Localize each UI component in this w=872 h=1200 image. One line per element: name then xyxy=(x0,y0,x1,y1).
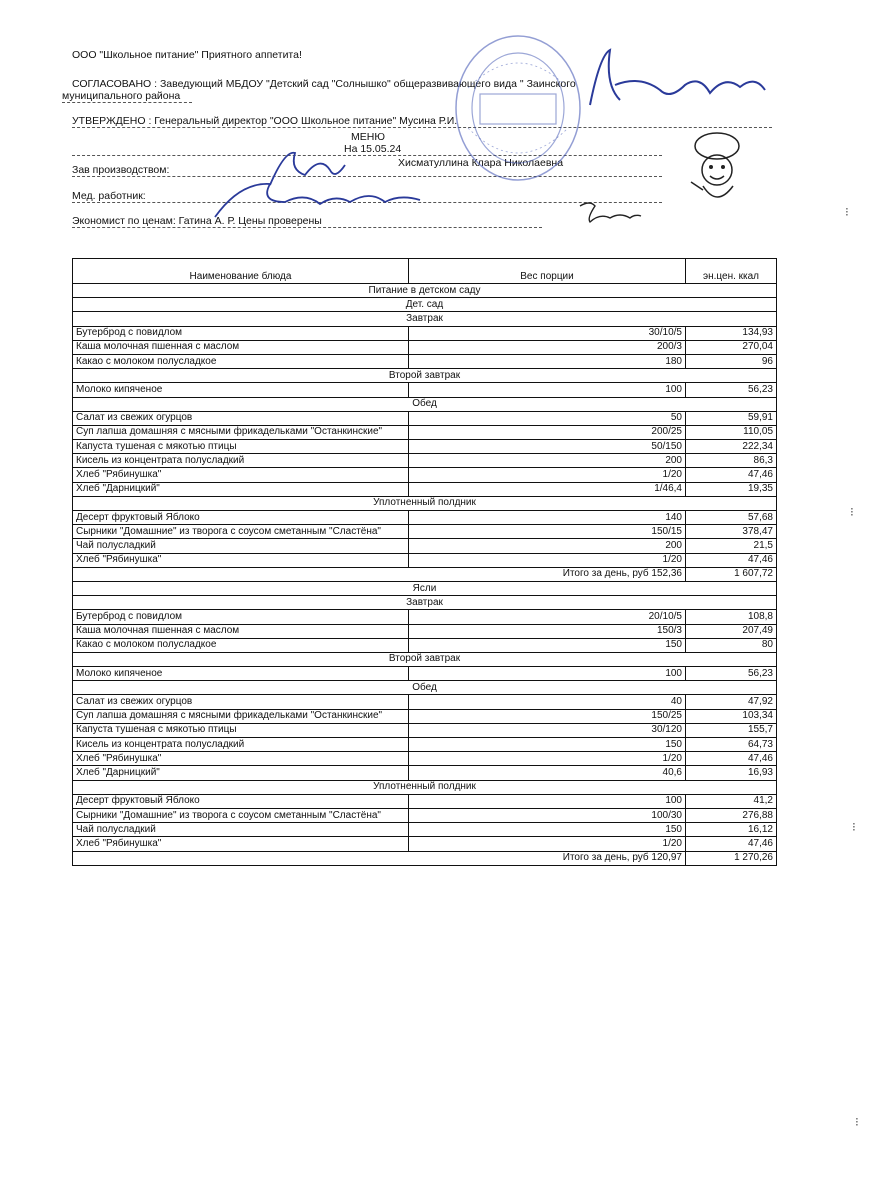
signature-economist-icon xyxy=(575,198,645,228)
table-row xyxy=(73,354,777,368)
portion-weight: 20/10/5 xyxy=(409,610,686,624)
menu-date: На 15.05.24 xyxy=(344,143,402,155)
table-row xyxy=(73,511,777,525)
portion-weight: 150/3 xyxy=(409,624,686,638)
production-label: Зав производством: xyxy=(72,164,170,176)
agreed-underline xyxy=(62,102,192,103)
kcal-value: 103,34 xyxy=(686,709,777,723)
portion-weight: 150/25 xyxy=(409,709,686,723)
kcal-value: 41,2 xyxy=(686,794,777,808)
table-row xyxy=(73,709,777,723)
column-header-weight: Вес порции xyxy=(409,259,686,284)
portion-weight: 100/30 xyxy=(409,808,686,822)
dish-name: Салат из свежих огурцов xyxy=(73,695,409,709)
table-row xyxy=(73,723,777,737)
kcal-value: 134,93 xyxy=(686,326,777,340)
table-row xyxy=(73,539,777,553)
kcal-value: 96 xyxy=(686,354,777,368)
table-row xyxy=(73,766,777,780)
dish-name: Каша молочная пшенная с маслом xyxy=(73,624,409,638)
column-header-dish: Наименование блюда xyxy=(73,259,409,284)
kcal-value: 64,73 xyxy=(686,738,777,752)
portion-weight: 100 xyxy=(409,794,686,808)
table-row xyxy=(73,823,777,837)
company-line: ООО "Школьное питание" Приятного аппетита! xyxy=(72,49,302,61)
agreed-line-1: СОГЛАСОВАНО : Заведующий МБДОУ "Детский сад "Солнышко" общеразвивающего вида " Заинского xyxy=(72,78,576,90)
dish-name: Десерт фруктовый Яблоко xyxy=(73,794,409,808)
section-title: Обед xyxy=(73,681,777,695)
portion-weight: 50 xyxy=(409,411,686,425)
dish-name: Суп лапша домашняя с мясными фрикадельками "Останкинские" xyxy=(73,709,409,723)
section-row xyxy=(73,652,777,666)
dish-name: Кисель из концентрата полусладкий xyxy=(73,738,409,752)
portion-weight: 1/20 xyxy=(409,468,686,482)
table-row xyxy=(73,738,777,752)
table-row xyxy=(73,411,777,425)
edge-mark: ⁝ xyxy=(852,820,856,834)
section-title: Второй завтрак xyxy=(73,652,777,666)
kcal-value: 155,7 xyxy=(686,723,777,737)
approved-line: УТВЕРЖДЕНО : Генеральный директор "ООО Школьное питание" Мусина Р.И. xyxy=(72,115,458,127)
table-row xyxy=(73,624,777,638)
portion-weight: 140 xyxy=(409,511,686,525)
kcal-value: 222,34 xyxy=(686,440,777,454)
section-row xyxy=(73,284,777,298)
kcal-value: 47,46 xyxy=(686,752,777,766)
table-row xyxy=(73,326,777,340)
kcal-value: 47,46 xyxy=(686,553,777,567)
section-row xyxy=(73,780,777,794)
kcal-value: 57,68 xyxy=(686,511,777,525)
dish-name: Десерт фруктовый Яблоко xyxy=(73,511,409,525)
table-row xyxy=(73,425,777,439)
table-row xyxy=(73,752,777,766)
kcal-value: 207,49 xyxy=(686,624,777,638)
table-row xyxy=(73,468,777,482)
total-kcal: 1 607,72 xyxy=(686,567,777,581)
table-row xyxy=(73,454,777,468)
table-row xyxy=(73,440,777,454)
economist-underline xyxy=(72,227,542,228)
dish-name: Салат из свежих огурцов xyxy=(73,411,409,425)
dish-name: Каша молочная пшенная с маслом xyxy=(73,340,409,354)
dish-name: Бутерброд с повидлом xyxy=(73,610,409,624)
total-label: Итого за день, руб 120,97 xyxy=(409,851,686,865)
section-title: Дет. сад xyxy=(73,298,777,312)
portion-weight: 100 xyxy=(409,667,686,681)
kcal-value: 110,05 xyxy=(686,425,777,439)
portion-weight: 30/120 xyxy=(409,723,686,737)
dish-name: Сырники "Домашние" из творога с соусом сметанным "Сластёна" xyxy=(73,808,409,822)
section-row xyxy=(73,312,777,326)
column-header-kcal: эн.цен. ккал xyxy=(686,259,777,284)
kcal-value: 270,04 xyxy=(686,340,777,354)
section-row xyxy=(73,681,777,695)
section-row xyxy=(73,496,777,510)
portion-weight: 1/20 xyxy=(409,553,686,567)
dish-name: Хлеб "Дарницкий" xyxy=(73,766,409,780)
section-title: Обед xyxy=(73,397,777,411)
edge-mark: ⁝ xyxy=(845,205,849,219)
section-row xyxy=(73,397,777,411)
dish-name: Капуста тушеная с мякотью птицы xyxy=(73,723,409,737)
portion-weight: 1/46,4 xyxy=(409,482,686,496)
portion-weight: 200 xyxy=(409,539,686,553)
signature-director-icon xyxy=(560,45,780,120)
kcal-value: 378,47 xyxy=(686,525,777,539)
total-row xyxy=(73,567,777,581)
section-title: Уплотненный полдник xyxy=(73,780,777,794)
kcal-value: 47,46 xyxy=(686,468,777,482)
kcal-value: 56,23 xyxy=(686,383,777,397)
section-row xyxy=(73,581,777,595)
economist-line: Экономист по ценам: Гатина А. Р. Цены проверены xyxy=(72,215,322,227)
portion-weight: 150/15 xyxy=(409,525,686,539)
table-row xyxy=(73,695,777,709)
portion-weight: 200 xyxy=(409,454,686,468)
total-spacer xyxy=(73,567,409,581)
table-row xyxy=(73,383,777,397)
portion-weight: 200/3 xyxy=(409,340,686,354)
portion-weight: 30/10/5 xyxy=(409,326,686,340)
dish-name: Бутерброд с повидлом xyxy=(73,326,409,340)
portion-weight: 40,6 xyxy=(409,766,686,780)
table-row xyxy=(73,340,777,354)
portion-weight: 1/20 xyxy=(409,752,686,766)
table-row xyxy=(73,794,777,808)
dish-name: Какао с молоком полусладкое xyxy=(73,638,409,652)
agreed-line-2: муниципального района xyxy=(62,90,181,102)
section-row xyxy=(73,298,777,312)
table-row xyxy=(73,525,777,539)
section-title: Второй завтрак xyxy=(73,369,777,383)
section-row xyxy=(73,369,777,383)
section-title: Ясли xyxy=(73,581,777,595)
kcal-value: 276,88 xyxy=(686,808,777,822)
edge-mark: ⁝ xyxy=(855,1115,859,1129)
portion-weight: 150 xyxy=(409,823,686,837)
dish-name: Какао с молоком полусладкое xyxy=(73,354,409,368)
portion-weight: 100 xyxy=(409,383,686,397)
dish-name: Хлеб "Рябинушка" xyxy=(73,553,409,567)
dish-name: Капуста тушеная с мякотью птицы xyxy=(73,440,409,454)
table-row xyxy=(73,638,777,652)
total-label: Итого за день, руб 152,36 xyxy=(409,567,686,581)
dish-name: Суп лапша домашняя с мясными фрикадельками "Останкинские" xyxy=(73,425,409,439)
table-row xyxy=(73,482,777,496)
kcal-value: 80 xyxy=(686,638,777,652)
signature-medic-icon xyxy=(210,172,430,227)
approved-underline xyxy=(72,127,772,128)
kcal-value: 19,35 xyxy=(686,482,777,496)
table-row xyxy=(73,553,777,567)
kcal-value: 59,91 xyxy=(686,411,777,425)
total-spacer xyxy=(73,851,409,865)
kcal-value: 21,5 xyxy=(686,539,777,553)
total-kcal: 1 270,26 xyxy=(686,851,777,865)
table-row xyxy=(73,667,777,681)
kcal-value: 47,92 xyxy=(686,695,777,709)
chef-logo-icon xyxy=(683,128,755,210)
kcal-value: 16,93 xyxy=(686,766,777,780)
kcal-value: 47,46 xyxy=(686,837,777,851)
section-title: Завтрак xyxy=(73,312,777,326)
dish-name: Чай полусладкий xyxy=(73,823,409,837)
portion-weight: 200/25 xyxy=(409,425,686,439)
dish-name: Хлеб "Рябинушка" xyxy=(73,837,409,851)
dish-name: Хлеб "Дарницкий" xyxy=(73,482,409,496)
portion-weight: 50/150 xyxy=(409,440,686,454)
kcal-value: 16,12 xyxy=(686,823,777,837)
portion-weight: 150 xyxy=(409,638,686,652)
section-title: Завтрак xyxy=(73,596,777,610)
dish-name: Чай полусладкий xyxy=(73,539,409,553)
dish-name: Хлеб "Рябинушка" xyxy=(73,468,409,482)
portion-weight: 150 xyxy=(409,738,686,752)
kcal-value: 86,3 xyxy=(686,454,777,468)
dish-name: Кисель из концентрата полусладкий xyxy=(73,454,409,468)
total-row xyxy=(73,851,777,865)
menu-table xyxy=(72,258,777,866)
table-row xyxy=(73,808,777,822)
portion-weight: 1/20 xyxy=(409,837,686,851)
portion-weight: 40 xyxy=(409,695,686,709)
section-row xyxy=(73,596,777,610)
dish-name: Молоко кипяченое xyxy=(73,383,409,397)
section-title: Питание в детском саду xyxy=(73,284,777,298)
dish-name: Хлеб "Рябинушка" xyxy=(73,752,409,766)
section-title: Уплотненный полдник xyxy=(73,496,777,510)
production-name: Хисматуллина Клара Николаевна xyxy=(398,157,564,169)
kcal-value: 108,8 xyxy=(686,610,777,624)
table-row xyxy=(73,610,777,624)
menu-title: МЕНЮ xyxy=(351,131,385,143)
dish-name: Сырники "Домашние" из творога с соусом сметанным "Сластёна" xyxy=(73,525,409,539)
medic-label: Мед. работник: xyxy=(72,190,146,202)
edge-mark: ⁝ xyxy=(850,505,854,519)
kcal-value: 56,23 xyxy=(686,667,777,681)
dish-name: Молоко кипяченое xyxy=(73,667,409,681)
table-row xyxy=(73,837,777,851)
table-header-row xyxy=(73,259,777,284)
portion-weight: 180 xyxy=(409,354,686,368)
